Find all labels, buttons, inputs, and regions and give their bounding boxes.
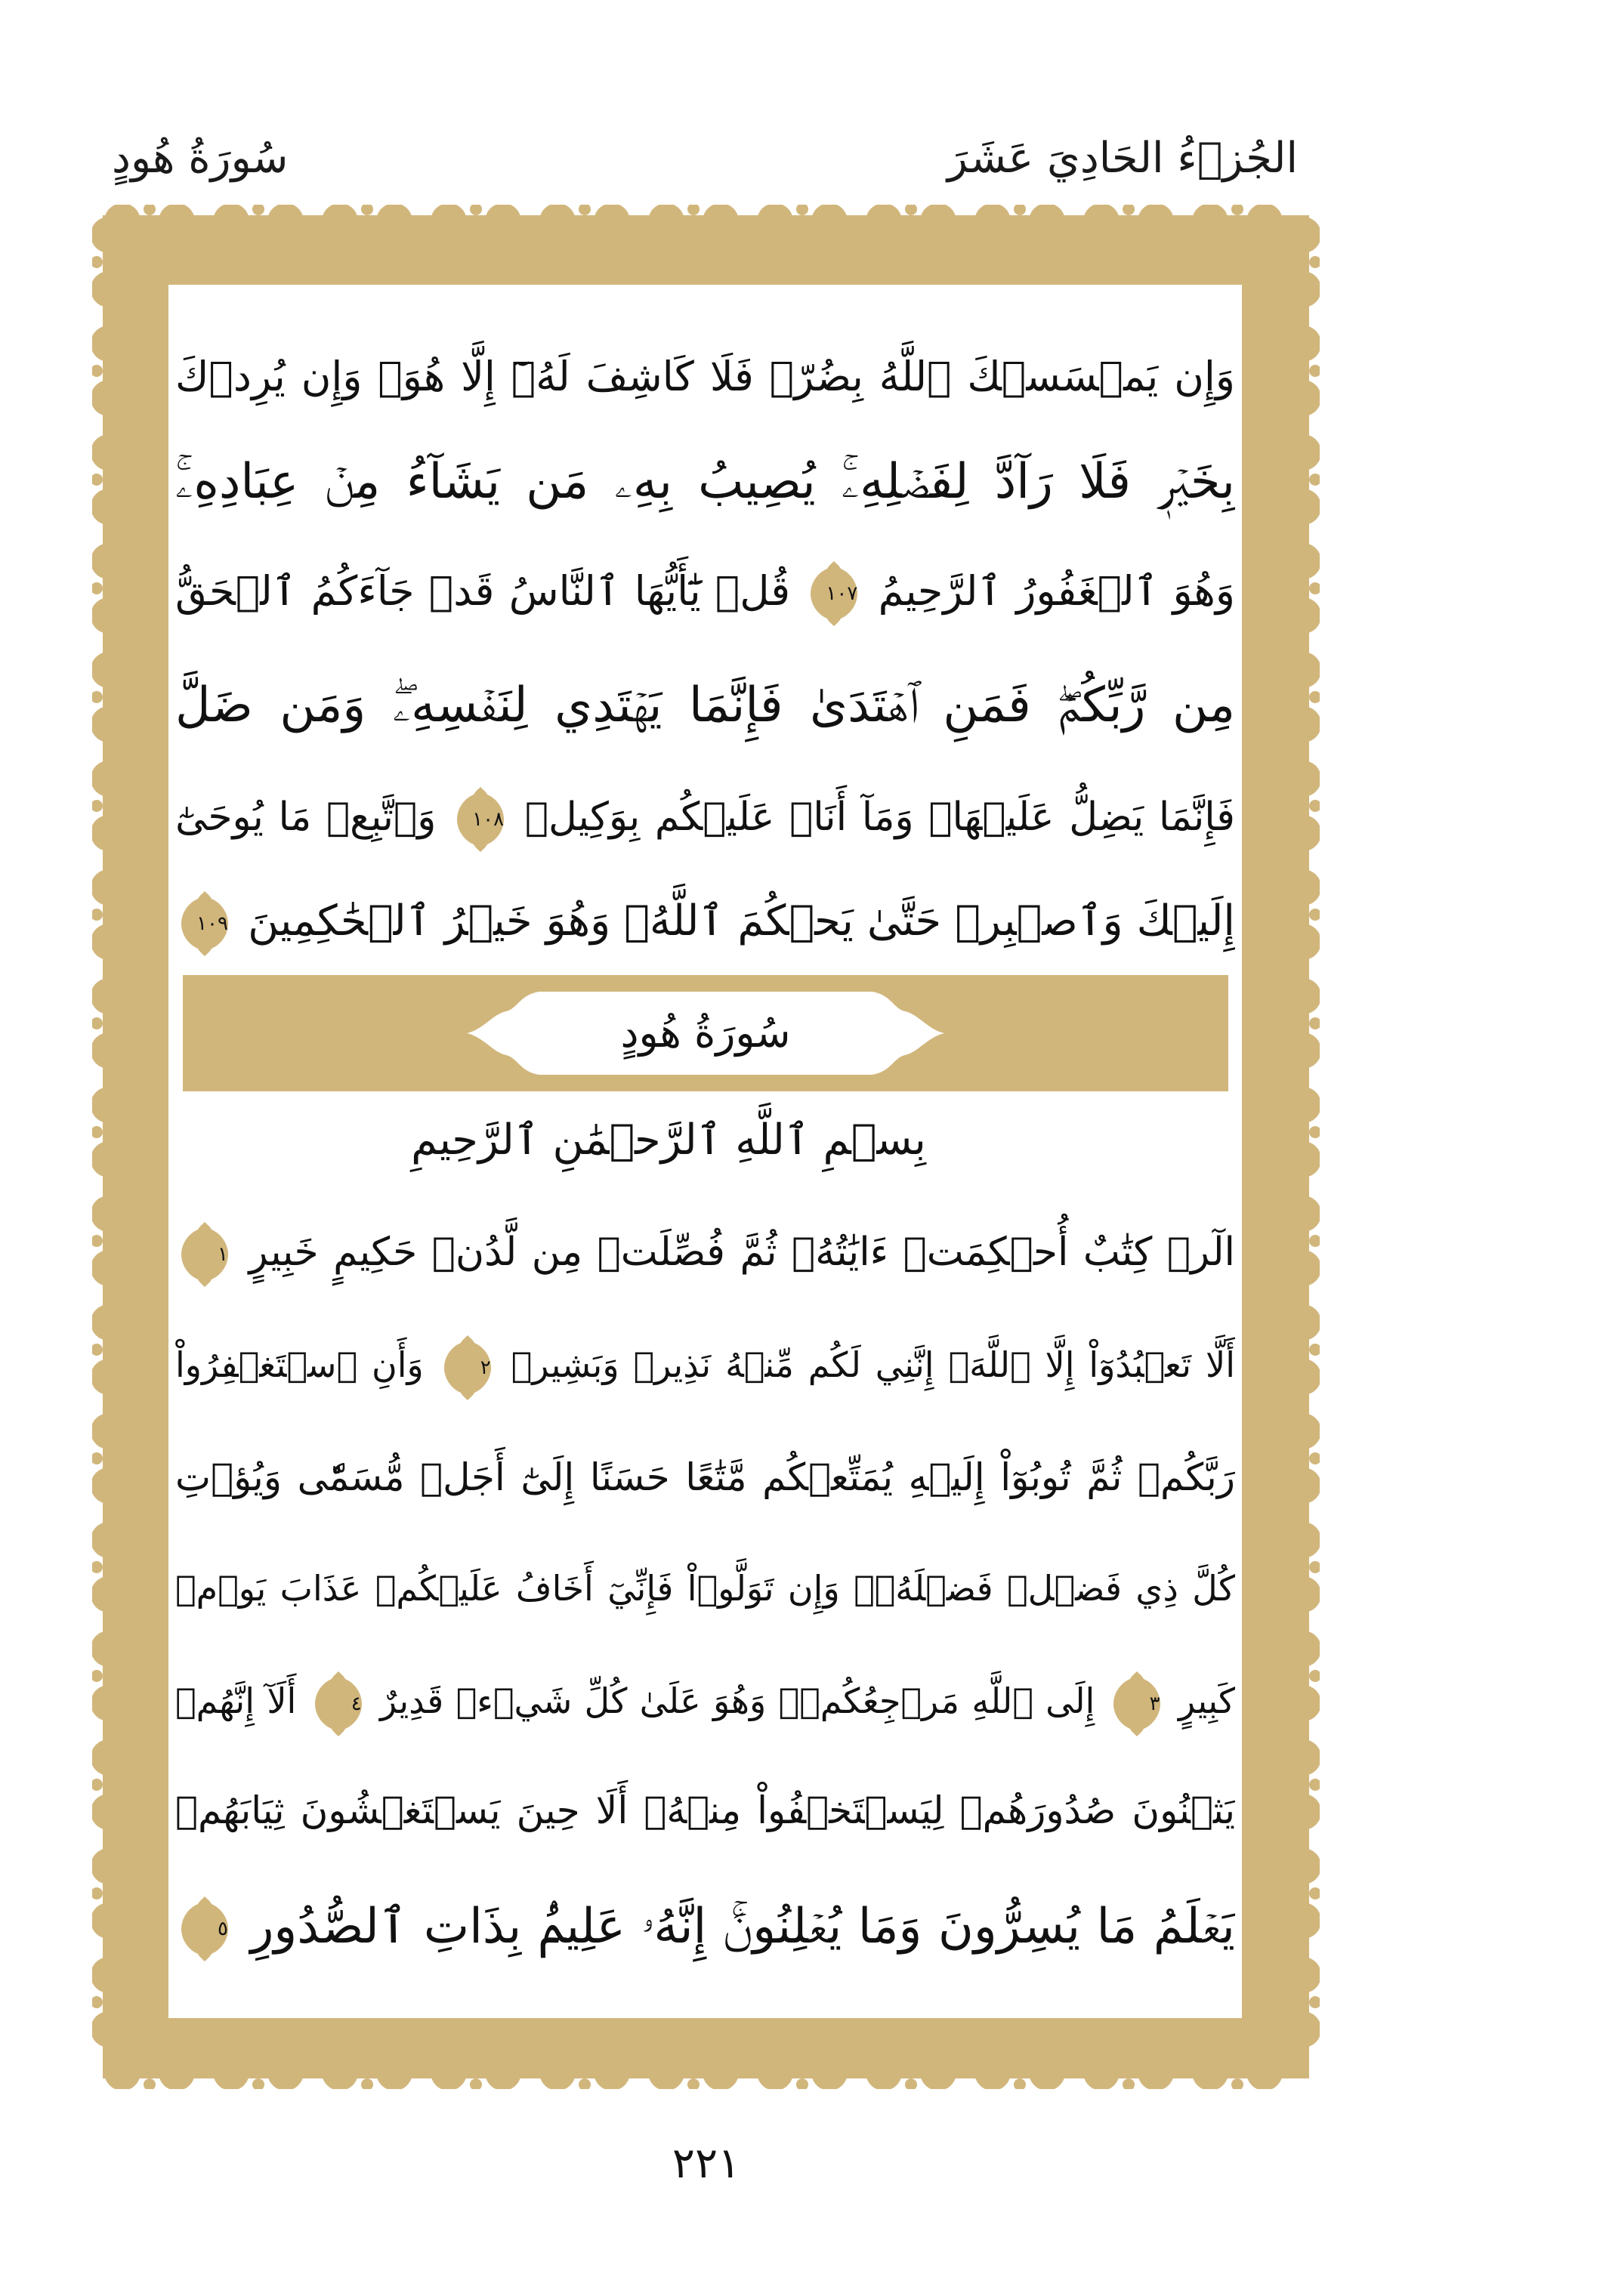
verse-text: وَإِن يَمۡسَسۡكَ ٱللَّهُ بِضُرّٖ فَلَا كَاشِفَ لَهُۥٓ إِلَّا هُوَۖ وَإِن يُرِدۡكَ: [175, 353, 1235, 400]
verse-text: وَٱتَّبِعۡ مَا يُوحَىٰٓ: [175, 795, 437, 840]
text-line: [175, 1312, 1235, 1418]
surah-header: سُورَةُ هُودٍ: [112, 134, 289, 183]
verse-text: يَعۡلَمُ مَا يُسِرُّونَ وَمَا يُعۡلِنُونَۚ إِنَّهُۥ عَلِيمُۢ بِذَاتِ ٱلصُّدُورِ: [250, 1899, 1235, 1955]
verse-text: وَأَنِ ٱسۡتَغۡفِرُواْ: [175, 1344, 424, 1385]
ayah-number: ٣: [1149, 1692, 1160, 1715]
verse-text: يَثۡنُونَ صُدُورَهُمۡ لِيَسۡتَخۡفُواْ مِنۡهُۚ أَلَا حِينَ يَسۡتَغۡشُونَ ثِيَابَهُمۡ: [175, 1788, 1235, 1832]
ayah-number: ٢: [480, 1356, 491, 1379]
ayah-number: ١٠٩: [196, 912, 228, 935]
verse-text: رَبَّكُمۡ ثُمَّ تُوبُوٓاْ إِلَيۡهِ يُمَتِّعۡكُم مَّتَٰعًا حَسَنًا إِلَىٰٓ أَجَلٖ مُّسَمّٗى وَيُؤۡتِ: [175, 1455, 1235, 1499]
ayah-number-marker: [444, 1335, 491, 1400]
text-line: [175, 1199, 1235, 1305]
text-line: [175, 653, 1235, 758]
verse-text: إِلَى ٱللَّهِ مَرۡجِعُكُمۡۖ وَهُوَ عَلَىٰ كُلِّ شَيۡءٖ قَدِيرٌ: [379, 1680, 1095, 1721]
verse-text: كَبِيرٍ: [1178, 1680, 1235, 1721]
verse-text: الٓرۚ كِتَٰبٌ أُحۡكِمَتۡ ءَايَٰتُهُۥ ثُمَّ فُصِّلَتۡ مِن لَّدُنۡ حَكِيمٍ خَبِيرٍ: [249, 1230, 1235, 1275]
text-line: [175, 324, 1235, 430]
ayah-number: ١٠٨: [472, 808, 505, 831]
text-line: [175, 869, 1235, 974]
ayah-number: ٤: [351, 1692, 362, 1715]
ayah-number-marker: [181, 1222, 228, 1287]
text-line: [175, 429, 1235, 535]
ayah-number-marker: [811, 561, 857, 626]
ayah-number-marker: [457, 787, 504, 852]
text-line: [175, 1424, 1235, 1530]
verse-text: أَلَّا تَعۡبُدُوٓاْ إِلَّا ٱللَّهَۚ إِنَّنِي لَكُم مِّنۡهُ نَذِيرٞ وَبَشِيرٞ: [511, 1344, 1235, 1385]
text-line: [175, 539, 1235, 644]
text-line: [175, 764, 1235, 870]
ayah-number-marker: [181, 1896, 228, 1961]
ayah-number-marker: [1113, 1671, 1160, 1736]
verse-text: أَلَآ إِنَّهُمۡ: [175, 1680, 297, 1721]
verse-text: فَإِنَّمَا يَضِلُّ عَلَيۡهَاۖ وَمَآ أَنَا۠ عَلَيۡكُم بِوَكِيلٖ: [524, 795, 1235, 840]
surah-title: سُورَةُ هُودٍ: [620, 1009, 791, 1057]
verse-text: بِخَيۡرٖ فَلَا رَآدَّ لِفَضۡلِهِۦۚ يُصِيبُ بِهِۦ مَن يَشَآءُ مِنۡ عِبَادِهِۦۚ: [175, 454, 1235, 510]
ayah-number-marker: [315, 1671, 362, 1736]
surah-title-band: [183, 975, 1228, 1091]
ayah-number-marker: [181, 891, 228, 956]
page-number: ٢٢١: [672, 2139, 741, 2188]
verse-text: كُلَّ ذِي فَضۡلٖ فَضۡلَهُۥۖ وَإِن تَوَلَّوۡاْ فَإِنِّيٓ أَخَافُ عَلَيۡكُمۡ عَذَابَ يَوۡمٖ: [175, 1568, 1235, 1609]
text-line: [175, 1874, 1235, 1980]
ayah-number: ٥: [218, 1918, 228, 1941]
verse-text: مِن رَّبِّكُمۡۖ فَمَنِ ٱهۡتَدَىٰ فَإِنَّمَا يَهۡتَدِي لِنَفۡسِهِۦۖ وَمَن ضَلَّ: [175, 677, 1235, 733]
ayah-number: ١٠٧: [826, 582, 858, 606]
basmala: بِسۡمِ ٱللَّهِ ٱلرَّحۡمَٰنِ ٱلرَّحِيمِ: [411, 1116, 926, 1165]
surah-title-cartouche: [467, 992, 944, 1075]
verse-text: وَهُوَ ٱلۡغَفُورُ ٱلرَّحِيمُ: [878, 567, 1235, 615]
text-line: [175, 1648, 1235, 1754]
verse-text: قُلۡ يَٰٓأَيُّهَا ٱلنَّاسُ قَدۡ جَآءَكُمُ ٱلۡحَقُّ: [175, 567, 791, 615]
ayah-number: ١: [218, 1243, 228, 1266]
text-line: [175, 1757, 1235, 1863]
juz-header: الجُزۡءُ الحَادِيَ عَشَرَ: [947, 134, 1298, 183]
verse-text: إِلَيۡكَ وَٱصۡبِرۡ حَتَّىٰ يَحۡكُمَ ٱللَّهُۚ وَهُوَ خَيۡرُ ٱلۡحَٰكِمِينَ: [248, 896, 1235, 946]
text-line: [175, 1535, 1235, 1641]
